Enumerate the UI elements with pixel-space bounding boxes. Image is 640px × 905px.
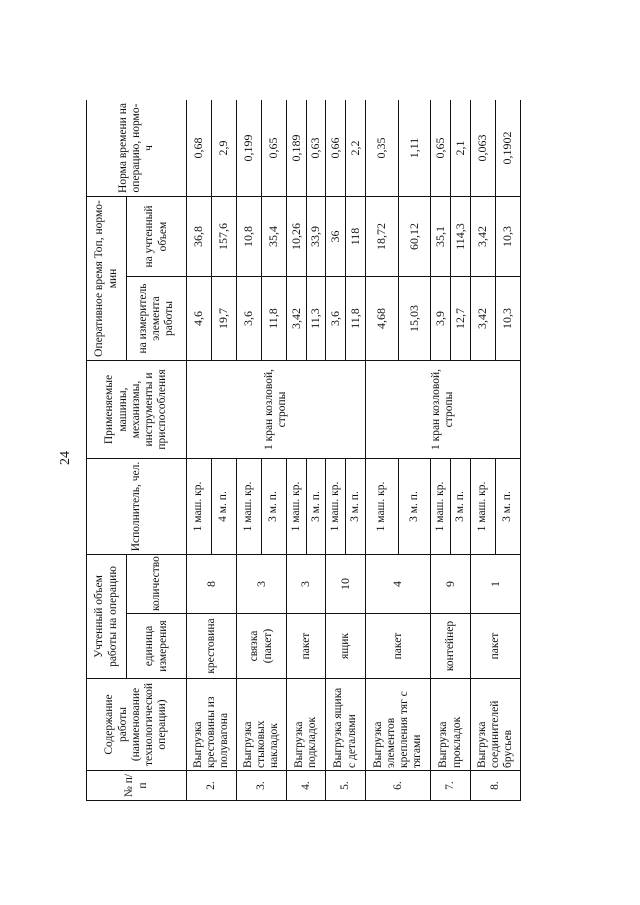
row-per-volume: 33,9 [306, 197, 326, 277]
row-per-unit: 4,6 [187, 277, 212, 361]
header-qty: количество [127, 555, 187, 614]
row-per-volume: 36,8 [187, 197, 212, 277]
row-performer: 1 маш. кр. [365, 459, 398, 555]
row-performer: 3 м. п. [262, 459, 287, 555]
row-performer: 1 маш. кр. [237, 459, 262, 555]
row-per-unit: 12,7 [451, 277, 471, 361]
row-performer: 3 м. п. [346, 459, 366, 555]
row-content: Выгрузка соединителей брусьев [470, 679, 520, 771]
header-content: Содержание работы (наименование технологической операции) [87, 679, 187, 771]
header-optime: Оперативное время Топ, нормо-мин [87, 197, 127, 361]
row-qty: 4 [365, 555, 431, 614]
row-num: 8. [470, 771, 520, 801]
row-per-volume: 157,6 [212, 197, 237, 277]
row-performer: 1 маш. кр. [187, 459, 212, 555]
row-performer: 4 м. п. [212, 459, 237, 555]
header-volume: Учтенный объем работы на операцию [87, 555, 127, 679]
row-norm: 1,11 [398, 100, 431, 197]
row-norm: 0,63 [306, 100, 326, 197]
row-per-unit: 4,68 [365, 277, 398, 361]
row-norm: 0,65 [431, 100, 451, 197]
header-per-volume: на учтенный объем [127, 197, 187, 277]
row-norm: 0,66 [326, 100, 346, 197]
row-performer: 1 маш. кр. [470, 459, 495, 555]
row-performer: 1 маш. кр. [326, 459, 346, 555]
row-performer: 3 м. п. [495, 459, 520, 555]
row-unit: крестовина [187, 614, 237, 679]
row-per-volume: 18,72 [365, 197, 398, 277]
header-per-unit: на измеритель элемента работы [127, 277, 187, 361]
row-content: Выгрузка стыковых накладок [237, 679, 287, 771]
row-per-unit: 11,8 [262, 277, 287, 361]
row-performer: 3 м. п. [306, 459, 326, 555]
machines-crane-b: 1 кран козловой, стропы [365, 361, 520, 459]
row-norm: 0,35 [365, 100, 398, 197]
header-norm: Норма времени на операцию, нормо-ч [87, 100, 187, 197]
row-per-unit: 11,8 [346, 277, 366, 361]
row-content: Выгрузка крестовины из полувагона [187, 679, 237, 771]
row-norm: 0,68 [187, 100, 212, 197]
row-num: 6. [365, 771, 431, 801]
row-performer: 1 маш. кр. [287, 459, 307, 555]
row-qty: 10 [326, 555, 365, 614]
row-performer: 3 м. п. [451, 459, 471, 555]
row-per-volume: 10,26 [287, 197, 307, 277]
row-per-volume: 114,3 [451, 197, 471, 277]
row-num: 4. [287, 771, 326, 801]
row-num: 2. [187, 771, 237, 801]
row-content: Выгрузка элементов крепления тяг с тягами [365, 679, 431, 771]
row-unit: контейнер [431, 614, 470, 679]
row-per-unit: 3,6 [237, 277, 262, 361]
row-per-unit: 3,42 [470, 277, 495, 361]
row-num: 7. [431, 771, 470, 801]
row-qty: 8 [187, 555, 237, 614]
row-unit: связка (пакет) [237, 614, 287, 679]
row-per-volume: 36 [326, 197, 346, 277]
row-unit: пакет [470, 614, 520, 679]
header-num: № п/п [87, 771, 187, 801]
row-per-volume: 118 [346, 197, 366, 277]
row-per-volume: 10,3 [495, 197, 520, 277]
row-qty: 1 [470, 555, 520, 614]
row-per-volume: 35,1 [431, 197, 451, 277]
row-per-unit: 3,42 [287, 277, 307, 361]
row-per-volume: 60,12 [398, 197, 431, 277]
row-qty: 3 [237, 555, 287, 614]
row-qty: 9 [431, 555, 470, 614]
row-norm: 0,189 [287, 100, 307, 197]
row-content: Выгрузка прокладок [431, 679, 470, 771]
header-performer: Исполнитель, чел. [87, 459, 187, 555]
rotated-table-area [86, 100, 521, 801]
row-norm: 0,063 [470, 100, 495, 197]
row-performer: 1 маш. кр. [431, 459, 451, 555]
machines-crane-a: 1 кран козловой, стропы [187, 361, 366, 459]
row-per-volume: 35,4 [262, 197, 287, 277]
row-num: 5. [326, 771, 365, 801]
row-per-unit: 3,9 [431, 277, 451, 361]
row-qty: 3 [287, 555, 326, 614]
norms-table-wrapper [86, 100, 521, 801]
row-unit: пакет [365, 614, 431, 679]
row-num: 3. [237, 771, 287, 801]
row-content: Выгрузка ящика с деталями [326, 679, 365, 771]
header-machines: Применяемые машины, механизмы, инструменты и приспособления [87, 361, 187, 459]
page-number: 24 [58, 451, 73, 465]
row-norm: 2,2 [346, 100, 366, 197]
header-unit: единица измерения [127, 614, 187, 679]
row-norm: 0,1902 [495, 100, 520, 197]
row-content: Выгрузка подкладок [287, 679, 326, 771]
row-per-unit: 11,3 [306, 277, 326, 361]
row-unit: ящик [326, 614, 365, 679]
row-per-unit: 19,7 [212, 277, 237, 361]
row-norm: 2,1 [451, 100, 471, 197]
row-per-volume: 10,8 [237, 197, 262, 277]
row-per-unit: 3,6 [326, 277, 346, 361]
row-unit: пакет [287, 614, 326, 679]
time-norms-table [86, 100, 521, 801]
row-performer: 3 м. п. [398, 459, 431, 555]
row-per-unit: 10,3 [495, 277, 520, 361]
row-norm: 2,9 [212, 100, 237, 197]
row-norm: 0,199 [237, 100, 262, 197]
row-norm: 0,65 [262, 100, 287, 197]
row-per-volume: 3,42 [470, 197, 495, 277]
row-per-unit: 15,03 [398, 277, 431, 361]
